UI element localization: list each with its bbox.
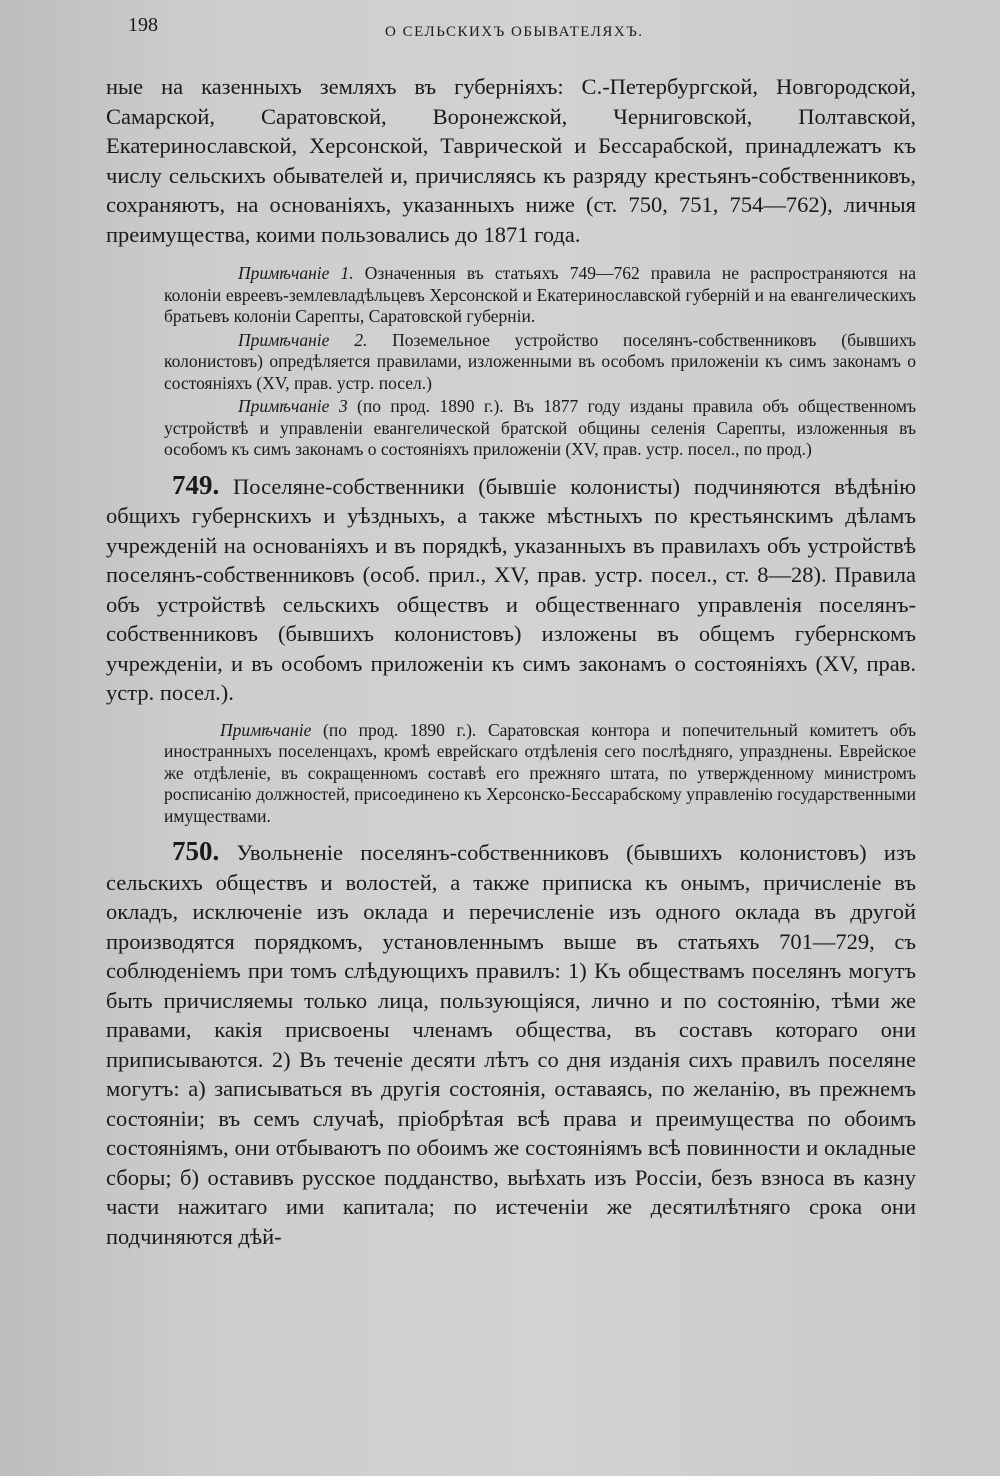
- note-text: Означенныя въ статьяхъ 749—762 правила не распространяются на колоніи евреевъ-землевладѣльцевъ Херсонской и Екатеринославской губерній и на евангелическихъ братьевъ колоніи Сарепты, Саратовской губерніи.: [164, 263, 916, 326]
- note-label: Примѣчаніе 2.: [238, 329, 368, 350]
- note-3: [164, 396, 916, 461]
- notes-block: [106, 263, 916, 461]
- note-text: (по прод. 1890 г.). Саратовская контора и попечительный комитетъ объ иностранныхъ поселенцахъ, кромѣ еврейскаго отдѣленія сего послѣдняго, упразднены. Еврейское же отдѣленіе, въ сокращенномъ составѣ его прежняго штата, по утвержденному министромъ росписанію должностей, присоединено къ Херсонско-Бессарабскому управленію государственными имуществами.: [164, 719, 916, 826]
- note-label: Примѣчаніе 3: [238, 396, 348, 416]
- note-text: (по прод. 1890 г.). Въ 1877 году изданы правила объ общественномъ устройствѣ и управленіи евангелической братской общины селенія Сарепты, изложенныя въ особомъ къ симъ законамъ о состояніяхъ приложеніи (XV, прав. устр. посел., по прод.): [164, 396, 917, 459]
- note-article-749: [106, 720, 916, 828]
- note-1: [164, 263, 916, 328]
- article-text: Увольненіе поселянъ-собственниковъ (бывшихъ колонистовъ) изъ сельскихъ обществъ и волостей, а также приписка къ онымъ, причисленіе въ окладъ, исключеніе изъ оклада и перечисленіе изъ одного оклада въ другой производятся порядкомъ, установленнымъ выше въ статьяхъ 701—729, съ соблюденіемъ при томъ слѣдующихъ правилъ: 1) Къ обществамъ поселянъ могутъ быть причисляемы только лица, пользующіяся, лично и по состоянію, тѣми же правами, какія присвоены членамъ общества, въ составъ котораго они приписываются. 2) Въ теченіе десяти лѣтъ со дня изданія сихъ правилъ поселяне могутъ: а) записываться въ другія состоянія, оставаясь, по желанію, въ прежнемъ состояніи; въ семъ случаѣ, пріобрѣтая всѣ права и преимущества по обоимъ состояніямъ, они отбываютъ по обоимъ же состояніямъ всѣ повинности и окладные сборы; б) оставивъ русское подданство, выѣхать изъ Россіи, безъ взноса въ казну части нажитаго ими капитала; по истеченіи же десятилѣтняго срока они подчиняются дѣй-: [106, 840, 916, 1249]
- article-number: 750.: [172, 836, 220, 866]
- page-body: [106, 72, 916, 1251]
- article-749: [106, 471, 916, 708]
- note-text: Поземельное устройство поселянъ-собственниковъ (бывшихъ колонистовъ) опредѣляется правилами, изложенными въ особомъ приложеніи къ симъ законамъ о состояніяхъ (XV, прав. устр. посел.): [164, 329, 916, 393]
- note-label: Примѣчаніе 1.: [238, 263, 354, 283]
- article-750: [106, 837, 916, 1251]
- article-number: 749.: [172, 469, 220, 500]
- running-title: О СЕЛЬСКИХЪ ОБЫВАТЕЛЯХЪ.: [385, 24, 644, 40]
- page-header: [128, 14, 940, 44]
- article-text: Поселяне-собственники (бывшіе колонисты) подчиняются вѣдѣнію общихъ губернскихъ и уѣздныхъ, а также мѣстныхъ по крестьянскимъ дѣламъ учрежденій на основаніяхъ и въ порядкѣ, указанныхъ въ правилахъ объ устройствѣ поселянъ-собственниковъ (особ. прил., XV, прав. устр. посел., ст. 8—28). Правила объ устройствѣ сельскихъ обществъ и общественнаго управленія поселянъ-собственниковъ (бывшихъ колонистовъ) изложены въ общемъ губернскомъ учрежденіи, и въ особомъ приложеніи къ симъ законамъ о состояніяхъ (XV, прав. устр. посел.).: [106, 473, 917, 705]
- note-2: [164, 330, 916, 395]
- note-label: Примѣчаніе: [220, 719, 312, 740]
- page-number: 198: [128, 14, 158, 36]
- intro-paragraph: ные на казенныхъ земляхъ въ губерніяхъ: С.-Петербургской, Новгородской, Самарской, Саратовской, Воронежской, Черниговской, Полтавской, Екатеринославской, Херсонской, Таврической и Бессарабской, принадлежатъ къ числу сельскихъ обывателей и, причисляясь къ разряду крестьянъ-собственниковъ, сохраняютъ, на основаніяхъ, указанныхъ ниже (ст. 750, 751, 754—762), личныя преимущества, коими пользовались до 1871 года.: [106, 74, 916, 247]
